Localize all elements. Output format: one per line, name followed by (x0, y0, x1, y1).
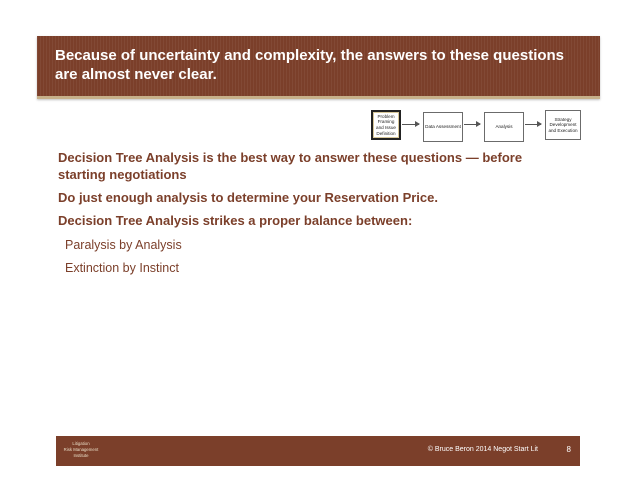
slide-title: Because of uncertainty and complexity, the answers to these questions are almost never clear. (55, 47, 565, 83)
flow-step-data-assessment (423, 112, 463, 142)
bullet-reservation-price: Do just enough analysis to determine your Reservation Price. (58, 190, 438, 205)
footer-bar (56, 436, 580, 466)
flow-arrow (464, 124, 480, 125)
copyright-text: © Bruce Beron 2014 Negot Start Lit (427, 446, 538, 453)
sub-bullet-paralysis: Paralysis by Analysis (65, 238, 182, 252)
process-flow (371, 110, 605, 146)
flow-arrow (525, 124, 541, 125)
page-number: 8 (566, 445, 571, 454)
flow-arrow (402, 124, 419, 125)
institute-logo (56, 436, 106, 466)
logo-line: Risk Management (63, 447, 99, 452)
bullet-balance: Decision Tree Analysis strikes a proper balance between: (58, 213, 413, 228)
title-underline (37, 96, 600, 99)
logo-line: Institute (73, 453, 89, 458)
flow-step-label: Data Assessment (425, 124, 461, 130)
flow-step-strategy (545, 110, 581, 140)
flow-step-problem-framing (371, 110, 401, 140)
title-banner (37, 36, 600, 99)
sub-bullet-extinction: Extinction by Instinct (65, 261, 179, 275)
content-body (58, 149, 578, 276)
bullet-decision-tree: Decision Tree Analysis is the best way to answer these questions — before starting negotiations (58, 150, 523, 182)
flow-step-label: Strategy Development and Execution (548, 116, 578, 133)
flow-step-label: Analysis (495, 124, 513, 130)
flow-step-label: Problem Framing and Issue Definition (376, 113, 396, 136)
logo-line: Litigation (72, 441, 90, 446)
flow-step-analysis (484, 112, 524, 142)
